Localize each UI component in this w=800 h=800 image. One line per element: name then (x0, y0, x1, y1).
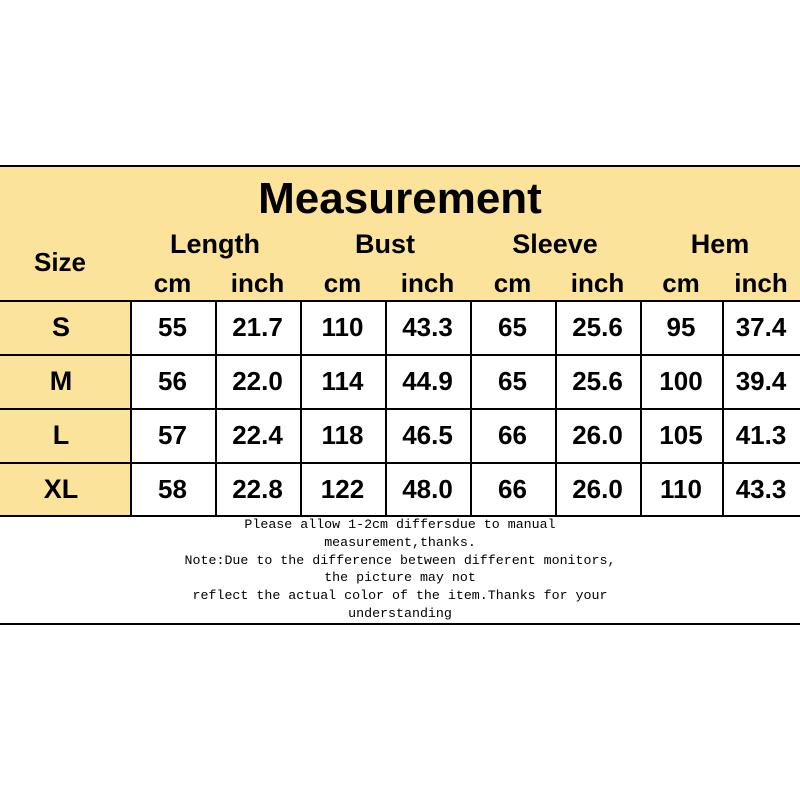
grid-line-horizontal (0, 515, 800, 517)
table-cell: 44.9 (402, 366, 453, 396)
grid-line-vertical (722, 300, 724, 516)
table-cell: 100 (659, 366, 703, 396)
table-cell: 58 (158, 474, 187, 504)
table-cell: 114 (321, 366, 364, 396)
table-cell: 25.6 (572, 312, 623, 342)
table-cell: 110 (660, 474, 702, 504)
table-cell: 39.4 (735, 366, 787, 396)
unit-header: inch (400, 267, 455, 298)
size-header: Size (33, 246, 87, 277)
table-cell: 37.4 (735, 312, 787, 342)
grid-line-vertical (130, 300, 132, 516)
grid-line-horizontal (0, 408, 800, 410)
group-header-length: Length (170, 228, 260, 259)
table-cell: 118 (321, 420, 364, 450)
size-label-s: S (51, 312, 70, 342)
unit-header: inch (230, 267, 285, 298)
grid-line-vertical (300, 300, 302, 516)
table-cell: 65 (498, 366, 527, 396)
unit-header: cm (493, 267, 532, 298)
grid-line-horizontal (0, 462, 800, 464)
unit-header: inch (734, 267, 788, 298)
table-cell: 56 (158, 366, 187, 396)
grid-line-vertical (215, 300, 217, 516)
grid-line-horizontal (0, 354, 800, 356)
grid-line-horizontal (0, 165, 800, 167)
grid-line-vertical (555, 300, 557, 516)
chart-title: Measurement (258, 174, 542, 223)
table-cell: 66 (498, 420, 527, 450)
table-cell: 57 (158, 420, 187, 450)
table-cell: 48.0 (402, 474, 453, 504)
table-cell: 55 (158, 312, 187, 342)
unit-header: cm (323, 267, 362, 298)
table-cell: 110 (321, 312, 364, 342)
size-chart (0, 165, 800, 625)
table-cell: 65 (498, 312, 527, 342)
disclaimer-note: Please allow 1-2cm differsdue to manual measurement,thanks. Note:Due to the difference between different monitors, the picture may not reflect the actual color of the item.Thanks for your understanding (184, 517, 616, 621)
table-cell: 26.0 (572, 420, 623, 450)
unit-header: cm (662, 267, 700, 298)
unit-header: inch (570, 267, 625, 298)
table-cell: 25.6 (572, 366, 623, 396)
table-cell: 26.0 (572, 474, 623, 504)
table-cell: 105 (659, 420, 703, 450)
table-cell: 43.3 (735, 474, 787, 504)
table-cell: 43.3 (402, 312, 453, 342)
grid-line-horizontal (0, 300, 800, 302)
group-header-bust: Bust (355, 228, 415, 259)
grid-line-vertical (470, 300, 472, 516)
table-cell: 46.5 (402, 420, 453, 450)
grid-line-vertical (385, 300, 387, 516)
table-cell: 66 (498, 474, 527, 504)
size-label-l: L (52, 420, 70, 450)
grid-line-vertical (640, 300, 642, 516)
grid-line-horizontal (0, 623, 800, 625)
size-label-xl: XL (43, 474, 79, 504)
group-header-sleeve: Sleeve (512, 228, 598, 259)
group-header-hem: Hem (690, 228, 750, 259)
table-cell: 22.0 (232, 366, 283, 396)
table-cell: 95 (666, 312, 696, 342)
table-cell: 22.4 (232, 420, 283, 450)
table-cell: 41.3 (735, 420, 787, 450)
table-cell: 21.7 (232, 312, 283, 342)
unit-header: cm (153, 267, 192, 298)
table-cell: 122 (320, 474, 365, 504)
size-label-m: M (49, 366, 73, 396)
table-cell: 22.8 (232, 474, 283, 504)
